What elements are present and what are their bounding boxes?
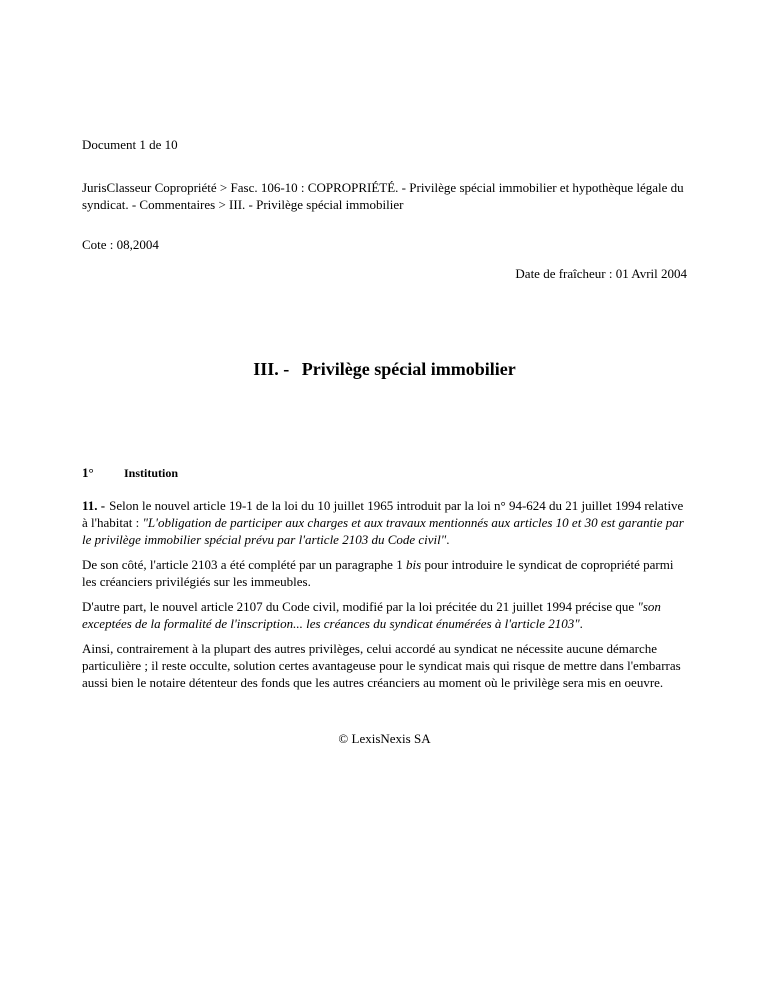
paragraph-end: . xyxy=(446,532,450,547)
paragraph-quote: "son exceptées de la formalité de l'inscription... les créances du syndicat énumérées à l'article 2103" xyxy=(82,599,661,631)
section-number: III. - xyxy=(253,359,290,379)
paragraph-text: pour introduire le syndicat de copropriété parmi les créanciers privilégiés sur les immeubles. xyxy=(82,557,674,589)
cote-label: Cote : 08,2004 xyxy=(82,237,159,252)
paragraph-11 xyxy=(82,497,687,548)
paragraph-article-2107 xyxy=(82,598,687,632)
paragraph-conclusion xyxy=(82,640,687,691)
body-text xyxy=(82,497,687,699)
paragraph-intro: Selon le nouvel article 19-1 de la loi du 10 juillet 1965 introduit par la loi n° 94-624 du 21 juillet 1994 relative à l'habitat : xyxy=(82,498,684,530)
document-count: Document 1 de 10 xyxy=(82,137,178,152)
copyright-notice: © LexisNexis SA xyxy=(338,731,431,746)
paragraph-text: De son côté, l'article 2103 a été complété par un paragraphe 1 xyxy=(82,557,406,572)
section-title xyxy=(82,358,687,380)
section-title-text: Privilège spécial immobilier xyxy=(301,359,516,379)
freshness-date: Date de fraîcheur : 01 Avril 2004 xyxy=(515,266,687,281)
paragraph-article-2103 xyxy=(82,556,687,590)
breadcrumb: JurisClasseur Copropriété > Fasc. 106-10 : COPROPRIÉTÉ. - Privilège spécial immobilier et hypothèque légale du syndicat. - Commentaires > III. - Privilège spécial immobilier xyxy=(82,180,684,212)
paragraph-end: . xyxy=(579,616,583,631)
paragraph-text: D'autre part, le nouvel article 2107 du Code civil, modifié par la loi précitée du 21 juillet 1994 précise que xyxy=(82,599,638,614)
paragraph-emphasis: bis xyxy=(405,557,422,572)
subsection-title: Institution xyxy=(124,466,179,480)
subsection-heading xyxy=(82,464,178,482)
paragraph-text: Ainsi, contrairement à la plupart des autres privilèges, celui accordé au syndicat ne nécessite aucune démarche particulière ; il reste occulte, solution certes avantageuse pour le syndicat mais qui risque de mettre dans l'embarras aussi bien le notaire détenteur des fonds que les autres créanciers au moment où le privilège sera mis en oeuvre. xyxy=(82,641,681,690)
subsection-number: 1° xyxy=(82,465,94,480)
paragraph-quote: "L'obligation de participer aux charges et aux travaux mentionnés aux articles 10 et 30 est garantie par le privilège immobilier spécial prévu par l'article 2103 du Code civil" xyxy=(82,515,684,547)
paragraph-number: 11. - xyxy=(82,498,106,513)
